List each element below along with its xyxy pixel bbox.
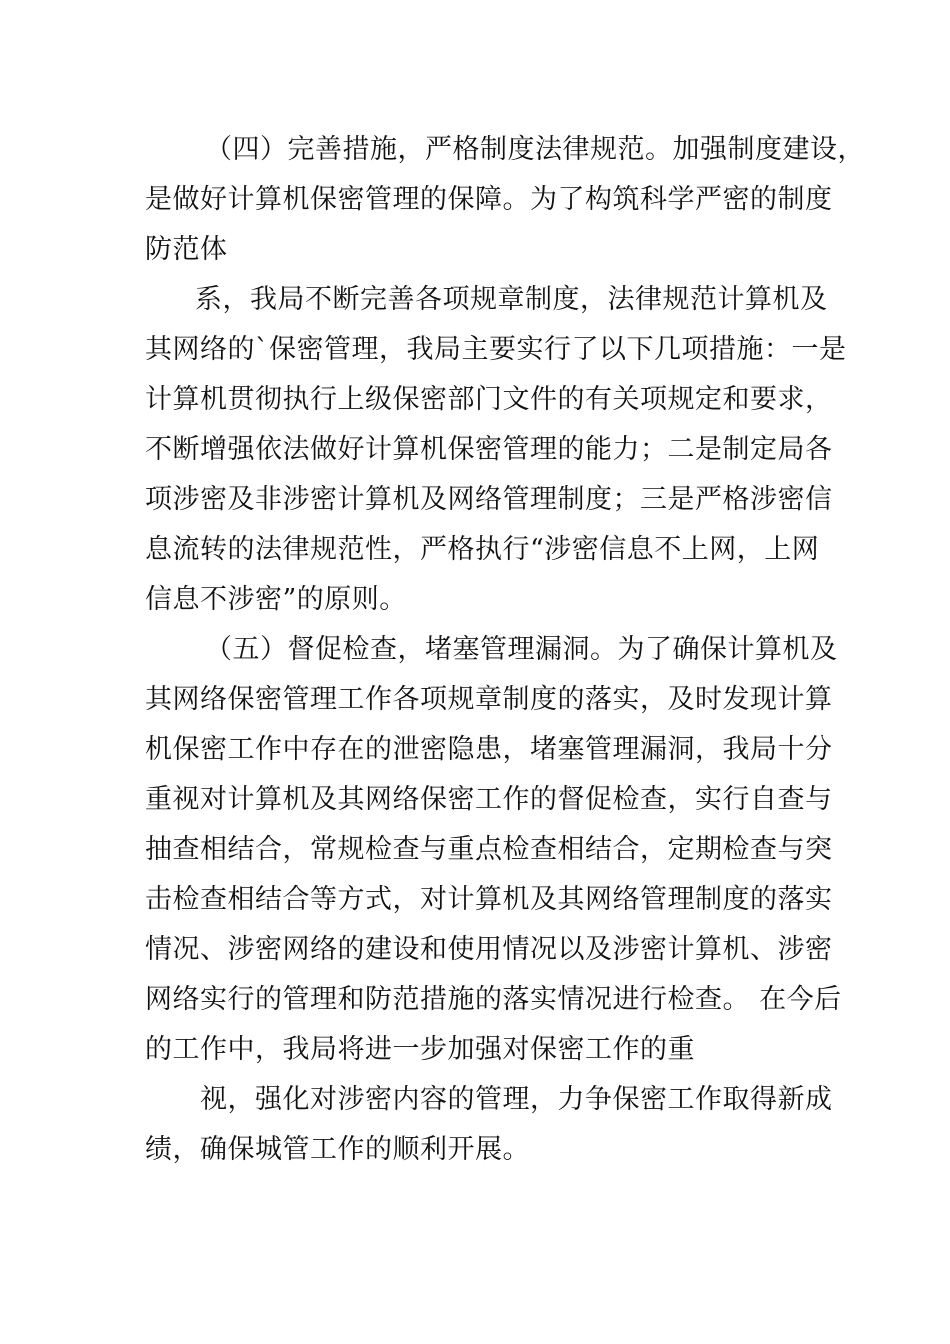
text-line: 视，强化对涉密内容的管理，力争保密工作取得新成 (200, 1084, 833, 1115)
text-line: 息流转的法律规范性，严格执行“涉密信息不上网，上网 (145, 534, 820, 565)
text-line: 网络实行的管理和防范措施的落实情况进行检查。 在今后 (145, 984, 842, 1015)
text-line: 其网络的`保密管理，我局主要实行了以下几项措施：一是 (145, 334, 847, 365)
text-line: 机保密工作中存在的泄密隐患，堵塞管理漏洞，我局十分 (145, 734, 833, 765)
text-line: 绩，确保城管工作的顺利开展。 (145, 1134, 530, 1165)
text-line: 系，我局不断完善各项规章制度，法律规范计算机及 (195, 284, 828, 315)
text-line: 防范体 (145, 234, 228, 265)
text-line: 计算机贯彻执行上级保密部门文件的有关项规定和要求， (145, 384, 833, 415)
text-line: （四）完善措施，严格制度法律规范。加强制度建设， (205, 134, 865, 165)
text-line: 击检查相结合等方式，对计算机及其网络管理制度的落实 (145, 884, 833, 915)
text-line: 抽查相结合，常规检查与重点检查相结合，定期检查与突 (145, 834, 833, 865)
text-line: 不断增强依法做好计算机保密管理的能力；二是制定局各 (145, 434, 833, 465)
text-line: 重视对计算机及其网络保密工作的督促检查，实行自查与 (145, 784, 833, 815)
text-line: 情况、涉密网络的建设和使用情况以及涉密计算机、涉密 (145, 934, 833, 965)
text-line: （五）督促检查，堵塞管理漏洞。为了确保计算机及 (205, 634, 838, 665)
text-line: 项涉密及非涉密计算机及网络管理制度；三是严格涉密信 (145, 484, 833, 515)
text-line: 信息不涉密”的原则。 (145, 584, 407, 615)
text-line: 其网络保密管理工作各项规章制度的落实，及时发现计算 (145, 684, 833, 715)
text-line: 的工作中，我局将进一步加强对保密工作的重 (145, 1034, 695, 1065)
text-line: 是做好计算机保密管理的保障。为了构筑科学严密的制度 (145, 184, 833, 215)
